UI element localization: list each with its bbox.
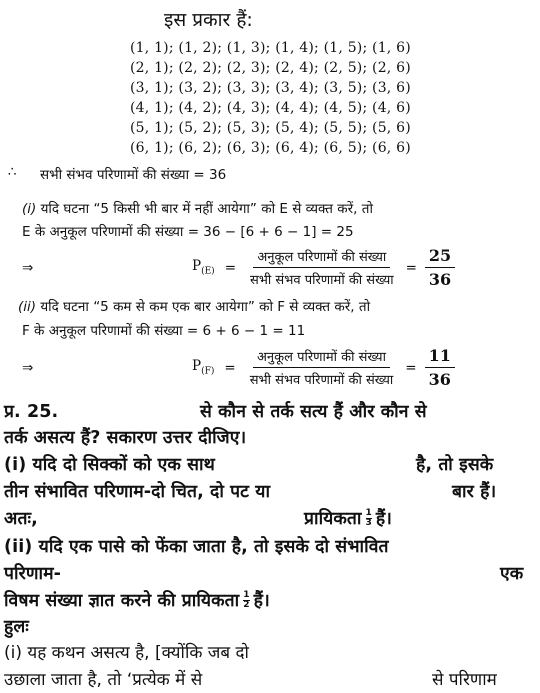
are-word: हैं।	[375, 509, 393, 529]
solution-heading: हुलः	[4, 617, 29, 637]
therefore-symbol: ∴	[8, 164, 17, 180]
prob-symbol	[192, 358, 214, 377]
prob-letter: P	[192, 358, 202, 375]
q25-number: प्र. 25.	[4, 402, 59, 422]
q25-line4a: तीन संभावित परिणाम-दो चित, दो पट या	[4, 482, 271, 502]
q25-line6: (ii) यदि एक पासे को फेंका जाता है, तो इसके दो संभावित	[4, 537, 389, 557]
outcome-row: (2, 1); (2, 2); (2, 3); (2, 4); (2, 5); (2, 6)	[130, 60, 411, 76]
are-word: हैं।	[253, 591, 270, 611]
part-i-statement	[22, 199, 373, 217]
probability-fraction	[246, 347, 398, 388]
solution-line2a: उछाला जाता है, तो ‘प्रत्येक में से	[4, 670, 203, 690]
part-i-probability	[22, 246, 455, 289]
q25-line1: से कौन से तर्क सत्य हैं और कौन से	[200, 402, 427, 422]
part-i-text: यदि घटना “5 किसी भी बार में नहीं आयेगा” को E से व्यक्त करें, तो	[40, 201, 373, 217]
fraction-numerator: अनुकूल परिणामों की संख्या	[253, 347, 390, 368]
prob-subscript: (E)	[201, 266, 215, 277]
outcome-grid	[130, 38, 411, 158]
probability-fraction	[246, 247, 398, 288]
part-ii-count: F के अनुकूल परिणामों की संख्या = 6 + 6 − 1 = 11	[22, 323, 306, 339]
result-fraction	[425, 246, 455, 289]
q25-line5-prob	[304, 506, 392, 530]
solution-line2b: से परिणाम	[432, 670, 497, 690]
q25-line8	[4, 588, 270, 612]
result-denominator: 36	[428, 270, 452, 289]
total-outcomes-line: सभी संभव परिणामों की संख्या = 36	[40, 167, 227, 183]
q25-line5a: अतः,	[4, 509, 38, 529]
part-i-count: E के अनुकूल परिणामों की संख्या = 36 − [6 + 6 − 1] = 25	[22, 224, 354, 240]
prob-subscript: (F)	[201, 366, 215, 377]
q25-line4b: बार हैं।	[452, 482, 497, 502]
equals-sign: =	[405, 259, 417, 276]
intro-text: इस प्रकार हैं:	[164, 9, 253, 31]
q25-line2: तर्क असत्य हैं? सकारण उत्तर दीजिए।	[4, 428, 247, 448]
fraction-denominator: 2	[243, 599, 250, 610]
outcome-row: (4, 1); (4, 2); (4, 3); (4, 4); (4, 5); (4, 6)	[130, 100, 411, 116]
fraction-numerator: 1	[365, 507, 372, 518]
one-half-fraction	[243, 591, 249, 610]
q25-line7b: एक	[500, 564, 524, 584]
part-ii-probability	[22, 346, 455, 389]
result-denominator: 36	[428, 370, 451, 389]
part-i-label: (i)	[22, 201, 37, 217]
prob-letter: P	[192, 258, 202, 275]
part-ii-statement	[18, 297, 370, 315]
equals-sign: =	[224, 359, 236, 376]
result-numerator: 25	[425, 246, 455, 268]
implies-symbol: ⇒	[22, 359, 34, 376]
prob-symbol	[192, 258, 215, 277]
fraction-denominator: सभी संभव परिणामों की संख्या	[249, 373, 394, 388]
q25-line7a: परिणाम-	[4, 564, 62, 584]
result-fraction	[425, 346, 455, 389]
part-ii-text: यदि घटना “5 कम से कम एक बार आयेगा” को F से व्यक्त करें, तो	[40, 299, 371, 315]
q25-line3b: है, तो इसके	[416, 455, 494, 475]
outcome-row: (1, 1); (1, 2); (1, 3); (1, 4); (1, 5); (1, 6)	[130, 40, 411, 56]
probability-word: प्रायिकता	[304, 509, 362, 529]
equals-sign: =	[405, 359, 417, 376]
outcome-row: (5, 1); (5, 2); (5, 3); (5, 4); (5, 5); (5, 6)	[130, 120, 411, 136]
fraction-numerator: 1	[243, 589, 250, 600]
equals-sign: =	[224, 259, 236, 276]
result-numerator: 11	[425, 346, 455, 368]
fraction-denominator: सभी संभव परिणामों की संख्या	[250, 273, 394, 288]
implies-symbol: ⇒	[22, 259, 34, 276]
q25-line3a: (i) यदि दो सिक्कों को एक साथ	[4, 455, 215, 475]
odd-number-text: विषम संख्या ज्ञात करने की प्रायिकता	[4, 591, 240, 611]
outcome-row: (3, 1); (3, 2); (3, 3); (3, 4); (3, 5); (3, 6)	[130, 80, 411, 96]
solution-line1: (i) यह कथन असत्य है, [क्योंकि जब दो	[4, 643, 249, 663]
outcome-row: (6, 1); (6, 2); (6, 3); (6, 4); (6, 5); (6, 6)	[130, 140, 411, 156]
fraction-denominator: 3	[365, 517, 372, 528]
part-ii-label: (ii)	[18, 299, 37, 315]
fraction-numerator: अनुकूल परिणामों की संख्या	[253, 247, 390, 268]
one-third-fraction	[366, 509, 372, 528]
